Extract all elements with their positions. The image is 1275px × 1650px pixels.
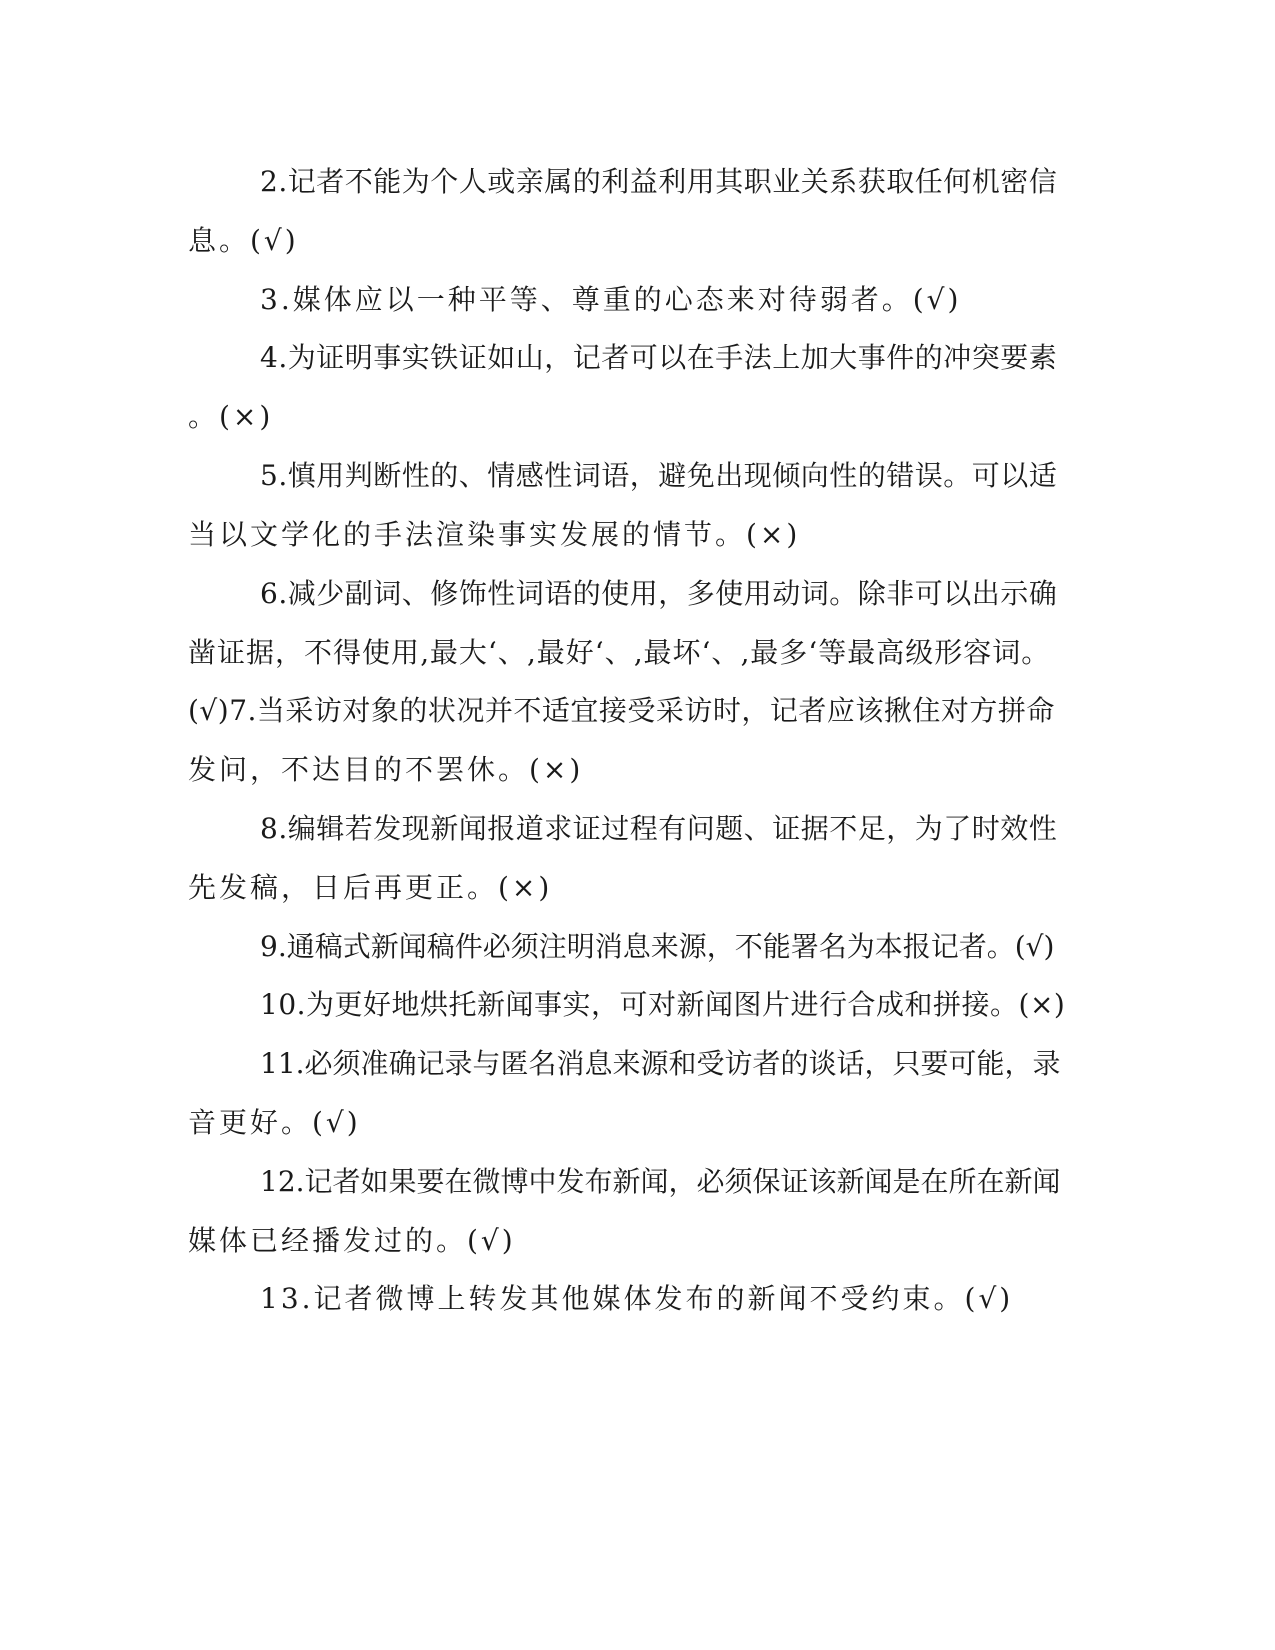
item-11-line-1: 11.必须准确记录与匿名消息来源和受访者的谈话，只要可能，录 bbox=[260, 1047, 1061, 1080]
item-9-line-1: 9.通稿式新闻稿件必须注明消息来源，不能署名为本报记者。(√) bbox=[260, 930, 1055, 963]
item-7-line-1: (√)7.当采访对象的状况并不适宜接受采访时，记者应该揪住对方拼命 bbox=[188, 694, 1055, 727]
item-10-line-1: 10.为更好地烘托新闻事实，可对新闻图片进行合成和拼接。(×) bbox=[260, 988, 1066, 1021]
item-7-line-2: 发问，不达目的不罢休。(×) bbox=[188, 753, 584, 786]
item-12-line-1: 12.记者如果要在微博中发布新闻，必须保证该新闻是在所在新闻 bbox=[260, 1165, 1061, 1198]
item-8-line-2: 先发稿，日后再更正。(×) bbox=[188, 871, 553, 904]
item-4-line-2: 。(×) bbox=[188, 400, 274, 433]
item-13-line-1: 13.记者微博上转发其他媒体发布的新闻不受约束。(√) bbox=[260, 1282, 1014, 1315]
item-12-line-2: 媒体已经播发过的。(√) bbox=[188, 1224, 516, 1257]
item-2-line-2: 息。(√) bbox=[188, 224, 299, 257]
item-4-line-1: 4.为证明事实铁证如山，记者可以在手法上加大事件的冲突要素 bbox=[260, 341, 1058, 374]
item-8-line-1: 8.编辑若发现新闻报道求证过程有问题、证据不足，为了时效性 bbox=[260, 812, 1058, 845]
item-6-line-1: 6.减少副词、修饰性词语的使用，多使用动词。除非可以出示确 bbox=[260, 577, 1058, 610]
item-6-line-2: 凿证据，不得使用‚最大‘、‚最好‘、‚最坏‘、‚最多‘等最高级形容词。 bbox=[188, 636, 1051, 669]
item-5-line-2: 当以文学化的手法渲染事实发展的情节。(×) bbox=[188, 518, 801, 551]
item-5-line-1: 5.慎用判断性的、情感性词语，避免出现倾向性的错误。可以适 bbox=[260, 459, 1058, 492]
item-3-line-1: 3.媒体应以一种平等、尊重的心态来对待弱者。(√) bbox=[260, 283, 962, 316]
item-11-line-2: 音更好。(√) bbox=[188, 1106, 361, 1139]
item-2-line-1: 2.记者不能为个人或亲属的利益利用其职业关系获取任何机密信 bbox=[260, 165, 1058, 198]
